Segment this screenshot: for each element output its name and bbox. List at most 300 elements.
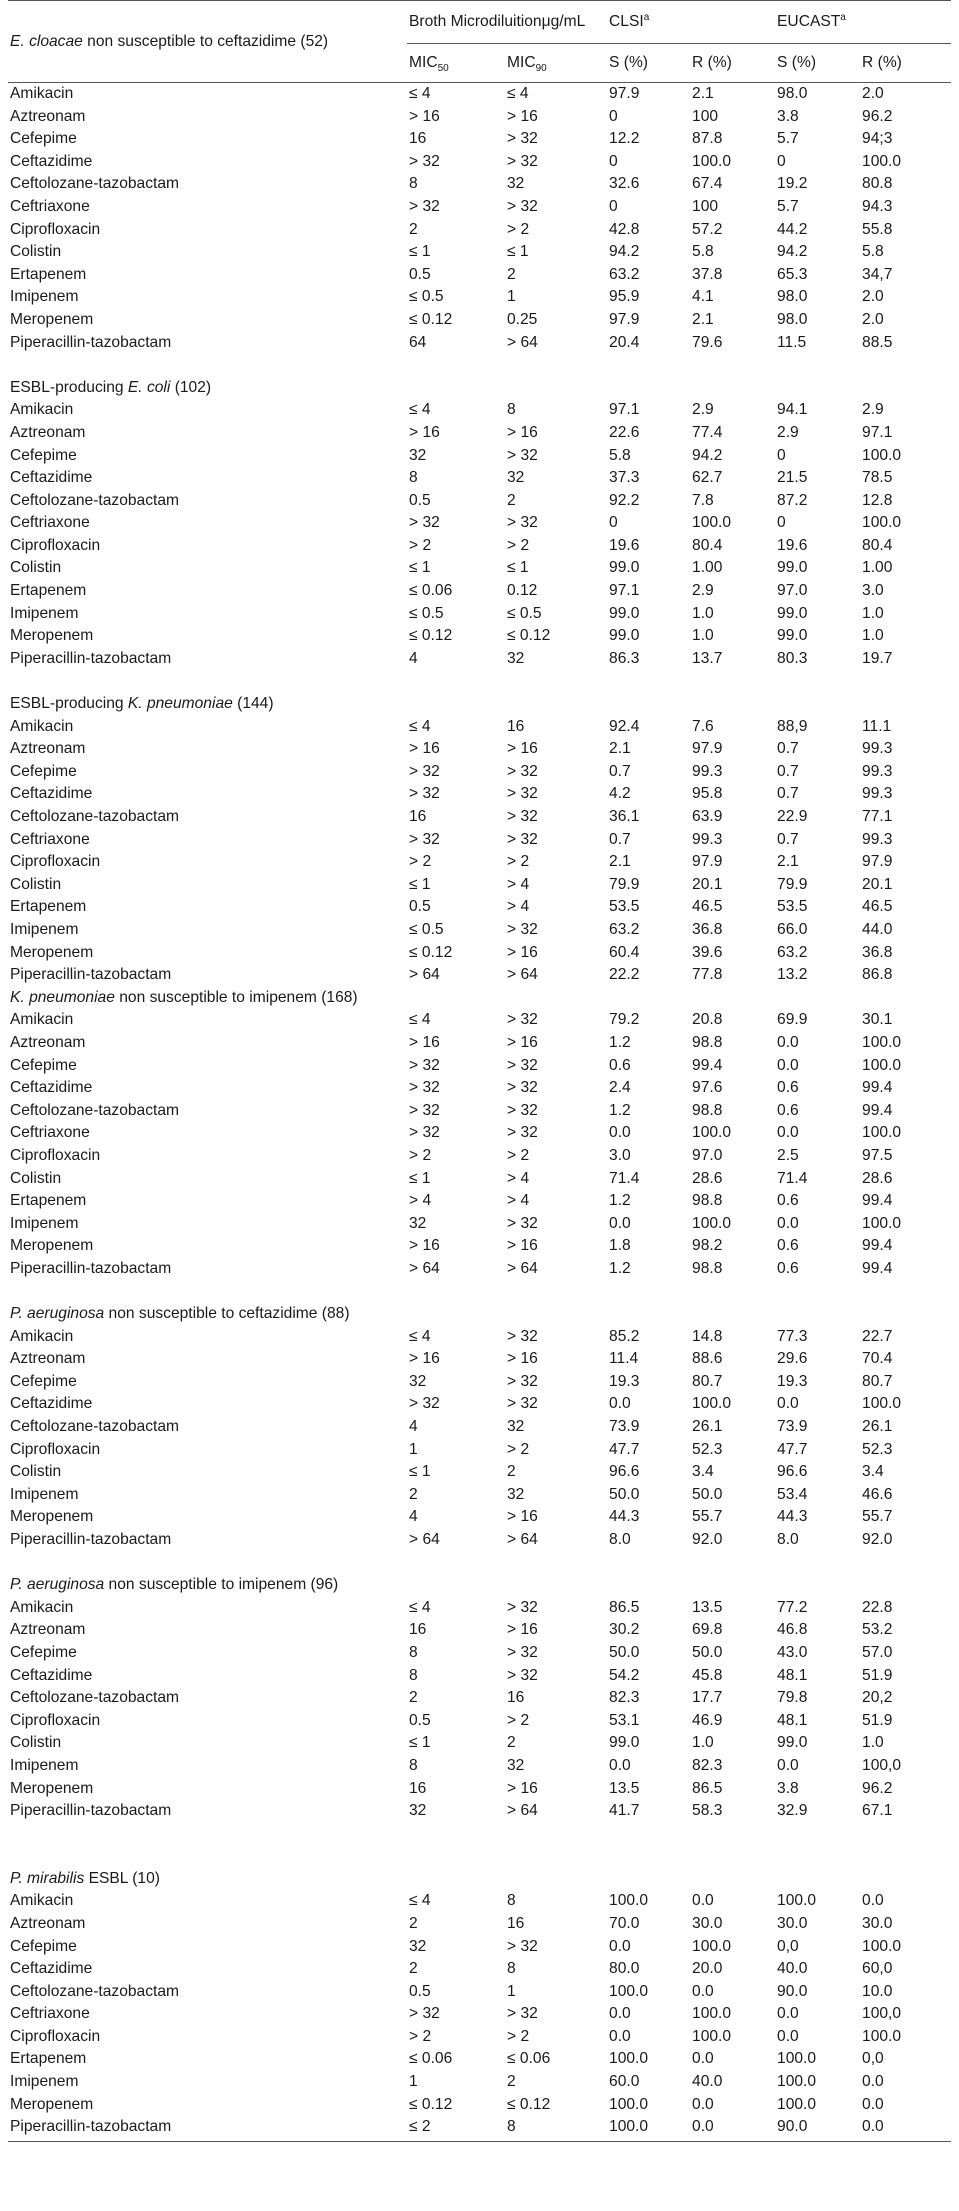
table-row [8,1597,951,1620]
eucast-s-cell: 99.0 [777,604,808,622]
antibiotic-cell: Piperacillin-tazobactam [10,1531,172,1548]
table-row [8,874,951,897]
clsi-s-cell: 80.0 [609,1960,640,1978]
antibiotic-cell: Meropenem [10,310,94,328]
antibiotic-cell: Ciprofloxacin [10,853,101,871]
eucast-s-cell: 94.1 [777,401,808,419]
antibiotic-cell: Cefepime [10,762,77,780]
antibiotic-cell: Ceftolozane-tazobactam [10,1982,180,2000]
mic50-cell: ≤ 0.06 [409,2050,453,2068]
clsi-r-cell: 94.2 [692,446,723,464]
table-row [8,919,951,942]
spacer-cell [8,1823,951,1868]
group-spacer [8,354,951,377]
mic90-cell: > 64 [507,333,538,351]
eucast-r-cell: 26.1 [862,1418,893,1436]
mic50-cell: > 64 [409,1259,440,1277]
clsi-s-cell: 100.0 [609,2050,649,2068]
eucast-s-cell: 0.0 [777,1395,799,1413]
eucast-r-cell: 86.8 [862,966,893,984]
table-row [8,1213,951,1236]
mic90-cell: > 32 [507,1079,538,1097]
table-row [8,1732,951,1755]
mic90-header [505,44,607,83]
eucast-r-cell: 1.0 [862,604,884,622]
table-row [8,1890,951,1913]
group-title-row [8,987,951,1010]
clsi-s-cell: 0.0 [609,2027,631,2045]
clsi-s-cell: 54.2 [609,1666,640,1684]
table-row [8,490,951,513]
eucast-s-cell: 3.8 [777,107,799,125]
clsi-r-cell: 100.0 [692,1214,732,1232]
clsi-s-cell: 2.4 [609,1079,631,1097]
clsi-s-cell: 36.1 [609,808,640,825]
eucast-s-cell: 19.6 [777,536,808,554]
mic90-cell: 32 [507,469,525,487]
clsi-r-cell: 2.9 [692,582,714,600]
mic50-cell: 2 [409,1960,418,1978]
antibiotic-cell: Ciprofloxacin [10,220,101,238]
eucast-s-cell: 90.0 [777,1982,808,2000]
eucast-r-cell: 46.6 [862,1485,893,1503]
table-row [8,2094,951,2117]
clsi-r-cell: 20.1 [692,875,723,893]
mic90-cell: > 32 [507,1395,538,1413]
table-row [8,1755,951,1778]
antibiotic-cell: Cefepime [10,1643,77,1661]
clsi-s-cell: 2.1 [609,740,631,758]
clsi-s-cell: 92.4 [609,717,640,735]
mic90-cell: 8 [507,1960,516,1978]
mic50-cell: ≤ 4 [409,401,431,419]
spacer-cell [8,354,951,377]
antibiotic-cell: Ertapenem [10,265,87,283]
clsi-r-cell: 17.7 [692,1689,723,1707]
clsi-r-cell: 98.2 [692,1237,723,1255]
clsi-s-cell: 3.0 [609,1146,631,1164]
antibiotic-cell: Ciprofloxacin [10,536,101,554]
clsi-r-cell: 2.1 [692,85,714,102]
antibiotic-cell: Cefepime [10,1056,77,1074]
eucast-s-cell: 48.1 [777,1711,808,1729]
table-row [8,580,951,603]
group-title-organism: E. coli [127,378,171,396]
eucast-r-cell: 80.7 [862,1372,893,1390]
eucast-r-cell: 100,0 [862,2005,902,2023]
eucast-s-cell: 79.8 [777,1689,808,1707]
mic90-cell: > 4 [507,1192,530,1210]
mic90-cell: > 32 [507,446,538,464]
eucast-s-cell: 19.2 [777,175,808,193]
eucast-s-cell: 32.9 [777,1802,808,1820]
table-row [8,128,951,151]
clsi-r-cell: 63.9 [692,808,723,825]
clsi-r-cell: 1.0 [692,627,714,645]
clsi-s-cell: 22.2 [609,966,640,984]
clsi-s-cell: 71.4 [609,1169,640,1187]
mic90-cell: 16 [507,717,525,735]
eucast-s-cell: 0.0 [777,2005,799,2023]
antibiotic-cell: Ceftolozane-tazobactam [10,1101,180,1119]
mic90-cell: 8 [507,401,516,419]
mic90-cell: > 32 [507,1101,538,1119]
group-spacer [8,1552,951,1575]
eucast-r-cell: 0.0 [862,2073,884,2091]
group-title-suffix: non susceptible to imipenem (96) [104,1576,339,1594]
clsi-r-cell: 46.9 [692,1711,723,1729]
antibiotic-cell: Meropenem [10,1508,94,1526]
eucast-r-cell: 100.0 [862,446,902,464]
mic50-cell: > 2 [409,2027,432,2045]
eucast-s-cell: 99.0 [777,559,808,577]
mic50-cell: > 32 [409,2005,440,2023]
clsi-s-cell: 0.0 [609,2005,631,2023]
clsi-r-cell: 97.6 [692,1079,723,1097]
antibiotic-cell: Meropenem [10,1779,94,1797]
clsi-s-cell: 86.5 [609,1598,640,1616]
clsi-r-cell: 20.8 [692,1011,723,1029]
eucast-r-cell: 99.4 [862,1101,893,1119]
clsi-r-cell: 100.0 [692,2005,732,2023]
mic90-cell: > 32 [507,1011,538,1029]
clsi-s-cell: 70.0 [609,1914,640,1932]
group-title-row [8,1303,951,1326]
mic50-cell: ≤ 4 [409,1892,431,1910]
table-row [8,2116,951,2141]
eucast-r-cell: 20.1 [862,875,893,893]
table-row [8,942,951,965]
clsi-s-cell: 13.5 [609,1779,640,1797]
mic50-cell: 16 [409,1779,427,1797]
mic50-cell: 0.5 [409,265,431,283]
clsi-s-cell: 63.2 [609,265,640,283]
mic50-cell: ≤ 1 [409,243,431,261]
clsi-s-cell: 95.9 [609,288,640,306]
eucast-r-cell: 57.0 [862,1643,893,1661]
clsi-r-cell: 100.0 [692,152,732,170]
eucast-s-cell: 99.0 [777,1734,808,1752]
group-title-organism: K. pneumoniae [127,695,233,713]
clsi-r-cell: 50.0 [692,1643,723,1661]
mic50-cell: > 32 [409,1079,440,1097]
eucast-r-header: R (%) [860,44,951,83]
eucast-r-cell: 60,0 [862,1960,893,1978]
table-row [8,625,951,648]
mic90-cell: > 16 [507,1621,538,1639]
antibiotic-cell: Imipenem [10,1485,79,1503]
table-row [8,1145,951,1168]
eucast-s-cell: 11.5 [777,333,807,351]
eucast-r-cell: 99.4 [862,1237,893,1255]
clsi-r-cell: 50.0 [692,1485,723,1503]
clsi-r-cell: 92.0 [692,1531,723,1548]
table-row [8,2048,951,2071]
mic90-label: MIC [507,54,536,71]
clsi-s-cell: 1.8 [609,1237,631,1255]
table-row [8,1800,951,1823]
clsi-s-cell: 97.1 [609,401,640,419]
clsi-r-cell: 82.3 [692,1756,723,1774]
mic50-cell: 32 [409,1802,427,1820]
antibiotic-cell: Piperacillin-tazobactam [10,1259,172,1277]
mic90-cell: ≤ 0.06 [507,2050,551,2068]
antibiotic-cell: Imipenem [10,920,79,938]
table-row [8,173,951,196]
clsi-s-cell: 100.0 [609,1982,649,2000]
clsi-s-cell: 1.2 [609,1259,631,1277]
mic50-cell: 32 [409,446,427,464]
mic90-cell: > 32 [507,1056,538,1074]
antibiotic-cell: Amikacin [10,1598,74,1616]
antibiotic-cell: Piperacillin-tazobactam [10,1802,172,1820]
mic50-cell: 2 [409,1689,418,1707]
eucast-r-cell: 28.6 [862,1169,893,1187]
mic50-cell: 4 [409,649,418,667]
group-title-row [8,1574,951,1597]
mic50-cell: 16 [409,808,427,825]
eucast-r-cell: 2.0 [862,288,884,306]
eucast-r-cell: 1.0 [862,1734,884,1752]
mic90-cell: > 16 [507,740,538,758]
antibiotic-cell: Amikacin [10,1011,74,1029]
eucast-r-cell: 1.0 [862,627,884,645]
eucast-r-cell: 78.5 [862,469,893,487]
antibiotic-cell: Amikacin [10,1327,74,1345]
eucast-r-cell: 80.8 [862,175,893,193]
table-row [8,738,951,761]
table-row [8,1326,951,1349]
eucast-s-cell: 88,9 [777,717,808,735]
eucast-s-cell: 73.9 [777,1418,808,1436]
mic90-cell: > 32 [507,1666,538,1684]
eucast-r-cell: 94.3 [862,197,893,215]
clsi-r-cell: 97.9 [692,740,723,758]
clsi-s-cell: 11.4 [609,1350,639,1368]
clsi-r-cell: 86.5 [692,1779,723,1797]
antibiotic-cell: Ertapenem [10,1192,87,1210]
clsi-r-cell: 28.6 [692,1169,723,1187]
table-row [8,1100,951,1123]
antibiotic-cell: Ceftriaxone [10,514,90,532]
table-row [8,783,951,806]
clsi-r-cell: 13.5 [692,1598,723,1616]
eucast-r-cell: 55.7 [862,1508,893,1526]
eucast-r-cell: 96.2 [862,107,893,125]
antibiotic-cell: Aztreonam [10,1914,86,1932]
antibiotic-cell: Imipenem [10,1756,79,1774]
susceptibility-table [8,0,951,2142]
eucast-s-cell: 0 [777,514,786,532]
eucast-r-cell: 96.2 [862,1779,893,1797]
group-title-suffix: (144) [232,695,274,713]
clsi-r-cell: 1.0 [692,1734,714,1752]
eucast-r-cell: 2.0 [862,85,884,102]
mic90-cell: > 32 [507,130,538,148]
clsi-s-cell: 100.0 [609,1892,649,1910]
mic50-cell: ≤ 4 [409,1598,431,1616]
group-title-row [8,1868,951,1891]
mic90-cell: ≤ 1 [507,243,529,261]
eucast-s-cell: 0.6 [777,1101,799,1119]
eucast-r-cell: 1.00 [862,559,893,577]
clsi-s-cell: 50.0 [609,1485,640,1503]
clsi-r-cell: 20.0 [692,1960,723,1978]
eucast-s-cell: 0.0 [777,1756,799,1774]
table-row [8,1687,951,1710]
mic50-cell: 8 [409,175,418,193]
mic90-cell: ≤ 4 [507,85,529,102]
mic90-cell: > 2 [507,536,530,554]
mic90-cell: > 2 [507,853,530,871]
mic90-cell: > 16 [507,1033,538,1051]
clsi-r-cell: 79.6 [692,333,723,351]
eucast-s-cell: 44.3 [777,1508,808,1526]
mic90-cell: > 2 [507,1440,530,1458]
clsi-r-cell: 80.7 [692,1372,723,1390]
clsi-r-cell: 37.8 [692,265,723,283]
eucast-s-cell: 65.3 [777,265,808,283]
antibiotic-cell: Ceftriaxone [10,197,90,215]
mic50-cell: 8 [409,469,418,487]
eucast-r-cell: 51.9 [862,1711,893,1729]
clsi-r-cell: 100.0 [692,514,732,532]
antibiotic-cell: Cefepime [10,1937,77,1955]
mic50-cell: ≤ 4 [409,717,431,735]
mic50-cell: 16 [409,130,427,148]
clsi-r-cell: 36.8 [692,920,723,938]
mic50-cell: > 32 [409,152,440,170]
table-row [8,332,951,355]
eucast-s-cell: 2.1 [777,853,799,871]
clsi-r-cell: 87.8 [692,130,723,148]
clsi-r-cell: 99.3 [692,830,723,848]
eucast-r-cell: 51.9 [862,1666,893,1684]
eucast-s-cell: 0.7 [777,740,799,758]
antibiotic-cell: Ceftazidime [10,1395,93,1413]
mic90-cell: > 32 [507,1214,538,1232]
eucast-s-cell: 5.7 [777,197,799,215]
group-header-cell [8,1,407,83]
clsi-r-cell: 88.6 [692,1350,723,1368]
eucast-label: EUCAST [777,13,841,30]
antibiotic-cell: Meropenem [10,2095,94,2113]
eucast-r-cell: 0.0 [862,1892,884,1910]
clsi-r-cell: 100.0 [692,2027,732,2045]
mic90-cell: > 16 [507,423,538,441]
eucast-r-cell: 0.0 [862,2095,884,2113]
mic90-cell: > 2 [507,220,530,238]
eucast-r-cell: 55.8 [862,220,893,238]
mic90-sub: 90 [535,63,547,75]
mic50-cell: > 32 [409,1395,440,1413]
table-row [8,1710,951,1733]
clsi-r-cell: 100.0 [692,1124,732,1142]
clsi-s-cell: 73.9 [609,1418,640,1436]
eucast-r-cell: 100.0 [862,1395,902,1413]
clsi-r-cell: 67.4 [692,175,723,193]
mic50-cell: 8 [409,1756,418,1774]
eucast-s-cell: 53.4 [777,1485,808,1503]
table-row [8,445,951,468]
table-row [8,1235,951,1258]
clsi-s-cell: 0.7 [609,830,631,848]
mic90-cell: > 4 [507,1169,530,1187]
clsi-r-cell: 0.0 [692,1892,714,1910]
table-row [8,1506,951,1529]
clsi-r-cell: 26.1 [692,1418,723,1436]
antibiotic-cell: Ciprofloxacin [10,1146,101,1164]
table-row [8,1529,951,1552]
eucast-s-cell: 63.2 [777,943,808,961]
eucast-r-cell: 34,7 [862,265,893,283]
clsi-r-cell: 5.8 [692,243,714,261]
mic50-cell: 0.5 [409,1982,431,2000]
group-title [8,377,951,400]
clsi-s-cell: 1.2 [609,1101,631,1119]
eucast-r-cell: 99.3 [862,830,893,848]
mic50-cell: ≤ 1 [409,1734,431,1752]
clsi-s-cell: 97.9 [609,85,640,102]
mic50-cell: ≤ 1 [409,1169,431,1187]
eucast-r-cell: 44.0 [862,920,893,938]
eucast-r-cell: 53.2 [862,1621,893,1639]
mic50-cell: > 32 [409,514,440,532]
mic50-cell: 32 [409,1372,427,1390]
table-row [8,1009,951,1032]
clsi-r-cell: 4.1 [692,288,714,306]
table-row [8,1439,951,1462]
mic90-cell: ≤ 1 [507,559,529,577]
mic90-cell: 2 [507,265,516,283]
clsi-s-cell: 0.0 [609,1124,631,1142]
table-row [8,196,951,219]
clsi-r-cell: 98.8 [692,1192,723,1210]
mic90-cell: 32 [507,1756,525,1774]
group-title-organism: P. aeruginosa [10,1576,105,1594]
clsi-s-cell: 41.7 [609,1802,640,1820]
antibiotic-cell: Colistin [10,559,62,577]
clsi-r-cell: 97.9 [692,853,723,871]
clsi-r-cell: 14.8 [692,1327,723,1345]
eucast-r-cell: 3.4 [862,1463,884,1481]
antibiotic-cell: Ciprofloxacin [10,1440,101,1458]
mic90-cell: > 32 [507,808,538,825]
clsi-header [607,1,775,44]
mic50-cell: > 32 [409,1124,440,1142]
group-title [8,1303,951,1326]
group-header-italic: E. cloacae [10,32,83,50]
clsi-r-cell: 97.0 [692,1146,723,1164]
susceptibility-table-container [8,0,951,2142]
mic50-cell: > 32 [409,197,440,215]
eucast-s-cell: 87.2 [777,491,808,509]
eucast-r-cell: 0.0 [860,2116,951,2141]
mic90-cell: 8 [505,2116,607,2141]
eucast-s-cell: 77.3 [777,1327,808,1345]
clsi-s-cell: 86.3 [609,649,640,667]
mic50-cell: ≤ 1 [409,1463,431,1481]
eucast-s-cell: 80.3 [777,649,808,667]
group-title-prefix: ESBL-producing [10,695,128,713]
eucast-r-cell: 100.0 [862,2027,902,2045]
mic50-cell: > 32 [409,830,440,848]
eucast-s-cell: 30.0 [777,1914,808,1932]
eucast-r-cell: 12.8 [862,491,893,509]
mic50-cell: > 32 [409,785,440,803]
eucast-r-cell: 97.5 [862,1146,893,1164]
table-row [8,1778,951,1801]
